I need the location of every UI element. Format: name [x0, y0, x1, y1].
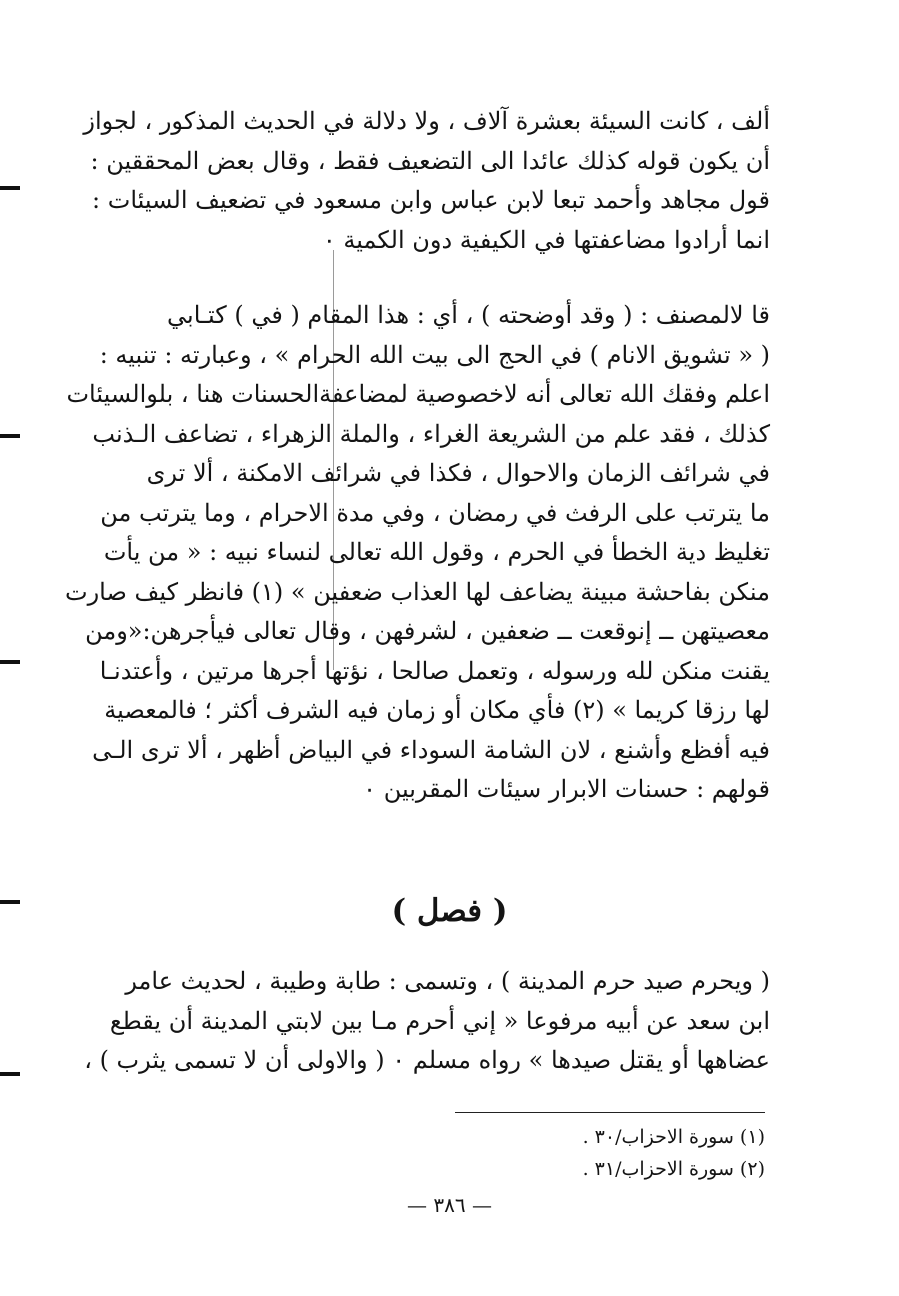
- text-line: لها رزقا كريما » (٢) فأي مكان أو زمان فيه الشرف أكثر ؛ فالمعصية: [104, 696, 770, 724]
- margin-mark: [0, 434, 20, 438]
- text-line: ( ويحرم صيد حرم المدينة ) ، وتسمى : طابة وطيبة ، لحديث عامر: [125, 967, 770, 995]
- text-line: ما يترتب على الرفث في رمضان ، وفي مدة الاحرام ، وما يترتب من: [100, 498, 770, 527]
- text-line: قولهم : حسنات الابرار سيئات المقربين ٠: [363, 775, 770, 803]
- paragraph-1: [83, 102, 770, 260]
- text-line: يقنت منكن لله ورسوله ، وتعمل صالحا ، نؤتها أجرها مرتين ، وأعتدنـا: [99, 656, 770, 685]
- text-line: انما أرادوا مضاعفتها في الكيفية دون الكمية ٠: [322, 225, 770, 254]
- text-line: ( « تشويق الانام ) في الحج الى بيت الله الحرام » ، وعبارته : تنبيه :: [99, 340, 770, 369]
- text-line: ابن سعد عن أبيه مرفوعا « إني أحرم مـا بين لابتي المدينة أن يقطع: [109, 1006, 770, 1035]
- text-line: ألف ، كانت السيئة بعشرة آلاف ، ولا دلالة في الحديث المذكور ، لجواز: [83, 107, 770, 135]
- text-line: منكن بفاحشة مبينة يضاعف لها العذاب ضعفين » (١) فانظر كيف صارت: [65, 577, 770, 606]
- margin-mark: [0, 660, 20, 664]
- text-line: قول مجاهد وأحمد تبعا لابن عباس وابن مسعود في تضعيف السيئات :: [92, 186, 770, 214]
- footnote-separator: [455, 1112, 765, 1113]
- text-line: اعلم وفقك الله تعالى أنه لاخصوصية لمضاعفةالحسنات هنا ، بلوالسيئات: [66, 380, 770, 408]
- text-line: أن يكون قوله كذلك عائدا الى التضعيف فقط ، وقال بعض المحققين :: [90, 146, 770, 175]
- page-number: — ٣٨٦ —: [407, 1193, 492, 1217]
- margin-mark: [0, 1072, 20, 1076]
- text-line: في شرائف الزمان والاحوال ، فكذا في شرائف الامكنة ، ألا ترى: [146, 459, 770, 487]
- text-line: قا لالمصنف : ( وقد أوضحته ) ، أي : هذا المقام ( في ) كتـابي: [167, 301, 770, 329]
- text-line: فيه أفظع وأشنع ، لان الشامة السوداء في البياض أظهر ، ألا ترى الـى: [92, 735, 770, 764]
- text-line: كذلك ، فقد علم من الشريعة الغراء ، والملة الزهراء ، تضاعف الـذنب: [92, 419, 770, 448]
- paragraph-3: [84, 962, 770, 1081]
- section-heading: ( فصل ): [391, 893, 508, 929]
- paragraph-2: [65, 296, 770, 810]
- text-line: معصيتهن ــ إنوقعت ــ ضعفين ، لشرفهن ، وقال تعالى فيأجرهن:«ومن: [85, 617, 770, 645]
- text-line: عضاهها أو يقتل صيدها » رواه مسلم ٠ ( والاولى أن لا تسمى يثرب ) ،: [84, 1046, 770, 1074]
- margin-mark: [0, 186, 20, 190]
- text-line: تغليظ دية الخطأ في الحرم ، وقول الله تعالى لنساء نبيه : « من يأت: [103, 538, 770, 566]
- footnote-1: (١) سورة الاحزاب/٣٠ .: [582, 1126, 765, 1148]
- footnote-2: (٢) سورة الاحزاب/٣١ .: [582, 1158, 765, 1180]
